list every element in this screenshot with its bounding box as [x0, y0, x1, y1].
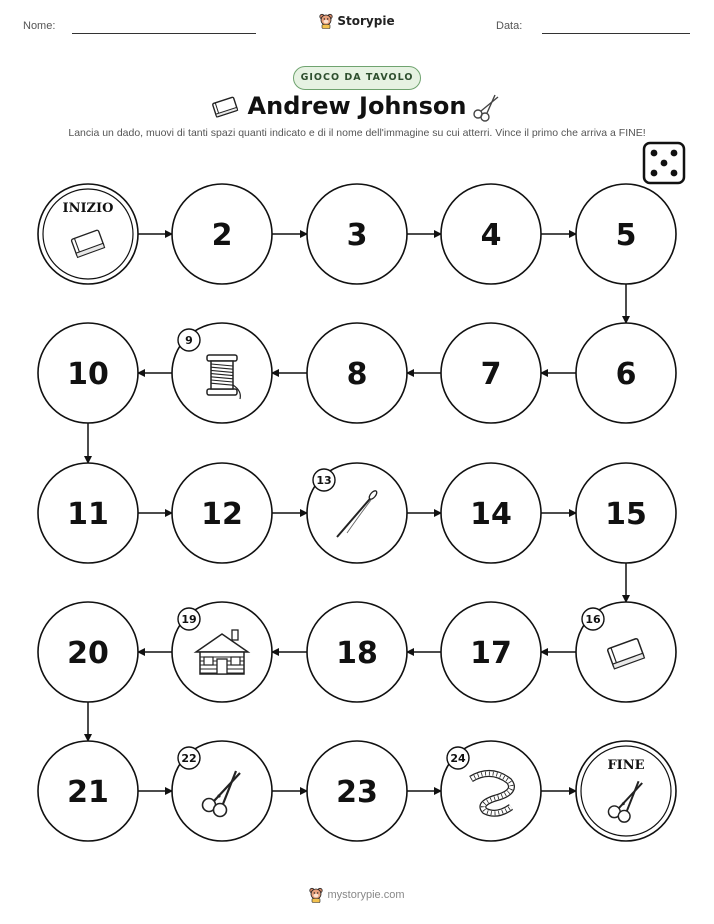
- space-number: 10: [67, 357, 109, 392]
- board-cells: [38, 184, 676, 841]
- space-number: 23: [336, 775, 378, 810]
- board-space-2: [172, 184, 272, 284]
- space-number: 14: [470, 497, 512, 532]
- board-space-fine: [576, 741, 676, 841]
- space-number: 3: [346, 218, 368, 253]
- space-label: FINE: [607, 758, 645, 773]
- space-number: 15: [605, 497, 647, 532]
- date-label: Data:: [496, 20, 523, 32]
- board-space-13: [307, 463, 407, 563]
- board-space-19: [172, 602, 272, 702]
- space-number: 5: [615, 218, 637, 253]
- name-label: Nome:: [23, 20, 56, 32]
- space-number: 19: [181, 613, 197, 626]
- instructions: Lancia un dado, muovi di tanti spazi quanti indicato e di il nome dell'immagine su cui atterri. Vince il primo che arriva a FINE!: [68, 127, 646, 139]
- board-space-15: [576, 463, 676, 563]
- board-space-12: [172, 463, 272, 563]
- board-space-16: [576, 602, 676, 702]
- board-space-8: [307, 323, 407, 423]
- board-space-21: [38, 741, 138, 841]
- category-badge: GIOCO DA TAVOLO: [293, 66, 421, 90]
- board-space-7: [441, 323, 541, 423]
- space-number: 2: [211, 218, 233, 253]
- board-space-24: [441, 741, 541, 841]
- space-number: 21: [67, 775, 109, 810]
- space-number: 12: [201, 497, 243, 532]
- footer-site: mystorypie.com: [327, 889, 405, 901]
- space-number: 9: [185, 334, 193, 347]
- space-circle: [576, 741, 676, 841]
- board-space-3: [307, 184, 407, 284]
- board-space-10: [38, 323, 138, 423]
- bear-icon: [309, 887, 323, 903]
- space-number: 13: [316, 474, 332, 487]
- board-space-inizio: [38, 184, 138, 284]
- brand-name: Storypie: [337, 14, 395, 28]
- board-space-17: [441, 602, 541, 702]
- board-space-5: [576, 184, 676, 284]
- space-number: 22: [181, 752, 197, 765]
- board-space-18: [307, 602, 407, 702]
- board-space-6: [576, 323, 676, 423]
- page-title: Andrew Johnson: [247, 92, 467, 120]
- board-space-4: [441, 184, 541, 284]
- board-space-11: [38, 463, 138, 563]
- space-number: 4: [480, 218, 502, 253]
- space-number: 11: [67, 497, 109, 532]
- board-space-23: [307, 741, 407, 841]
- space-number: 7: [480, 357, 502, 392]
- space-number: 24: [450, 752, 466, 765]
- board-space-14: [441, 463, 541, 563]
- space-number: 20: [67, 636, 109, 671]
- space-number: 8: [346, 357, 368, 392]
- footer: [0, 887, 714, 906]
- space-number: 17: [470, 636, 512, 671]
- board-space-9: [172, 323, 272, 423]
- space-number: 18: [336, 636, 378, 671]
- board-space-20: [38, 602, 138, 702]
- space-number: 16: [585, 613, 601, 626]
- space-label: INIZIO: [62, 201, 114, 216]
- board-space-22: [172, 741, 272, 841]
- space-number: 6: [615, 357, 637, 392]
